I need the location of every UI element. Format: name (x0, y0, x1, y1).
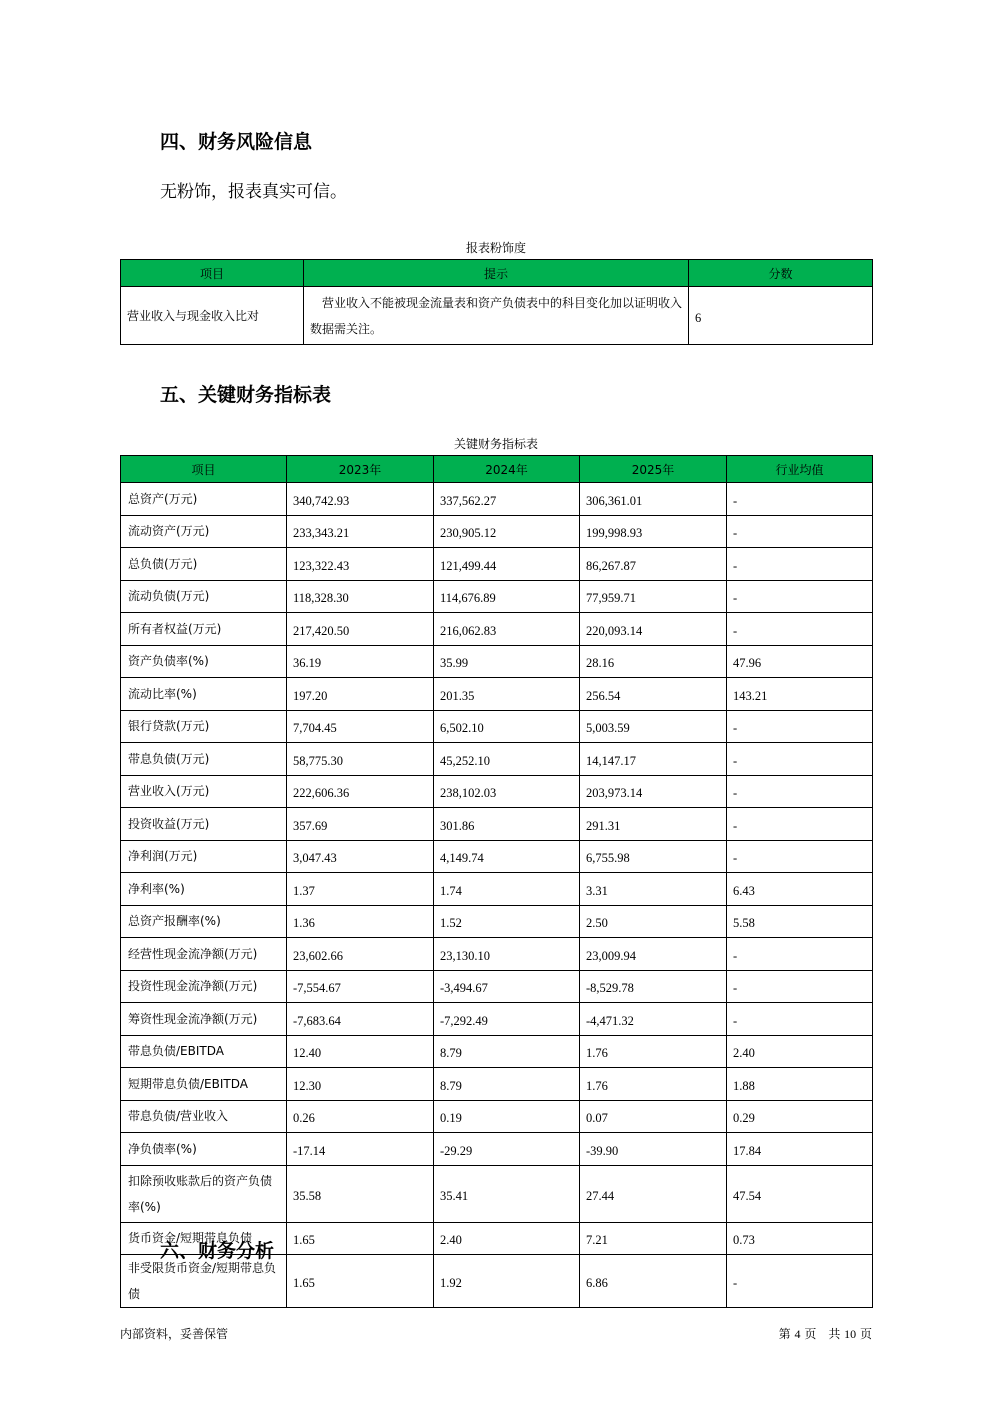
kpi-industry-avg-cell: 2.40 (727, 1035, 873, 1068)
footer-current-page: 4 (794, 1327, 801, 1341)
kpi-table-header-row (121, 456, 873, 483)
kpi-header-2023: 2023年 (287, 456, 434, 483)
kpi-2023-cell: 12.40 (287, 1035, 434, 1068)
kpi-item-cell: 带息负债/EBITDA (121, 1035, 287, 1068)
kpi-table-row (121, 710, 873, 743)
kpi-table-row (121, 873, 873, 906)
kpi-2024-cell: 35.99 (434, 645, 580, 678)
kpi-2025-cell: 27.44 (580, 1165, 727, 1222)
kpi-2024-cell: 301.86 (434, 808, 580, 841)
kpi-table-row (121, 515, 873, 548)
kpi-2023-cell: 123,322.43 (287, 548, 434, 581)
risk-table-row (121, 287, 873, 345)
kpi-2023-cell: 357.69 (287, 808, 434, 841)
kpi-2023-cell: 7,704.45 (287, 710, 434, 743)
kpi-item-cell: 总负债(万元) (121, 548, 287, 581)
kpi-table-caption: 关键财务指标表 (453, 437, 538, 451)
kpi-table-row (121, 548, 873, 581)
kpi-table-row (121, 905, 873, 938)
kpi-2025-cell: 6,755.98 (580, 840, 727, 873)
kpi-industry-avg-cell: - (727, 483, 873, 516)
kpi-2023-cell: 233,343.21 (287, 515, 434, 548)
kpi-2024-cell: 337,562.27 (434, 483, 580, 516)
kpi-2024-cell: 2.40 (434, 1222, 580, 1255)
kpi-2025-cell: 291.31 (580, 808, 727, 841)
kpi-item-cell: 净利率(%) (121, 873, 287, 906)
kpi-2023-cell: -7,683.64 (287, 1003, 434, 1036)
kpi-2023-cell: 1.36 (287, 905, 434, 938)
kpi-2023-cell: 0.26 (287, 1100, 434, 1133)
kpi-2024-cell: 6,502.10 (434, 710, 580, 743)
kpi-table-row (121, 613, 873, 646)
kpi-industry-avg-cell: 17.84 (727, 1133, 873, 1166)
kpi-2025-cell: 14,147.17 (580, 743, 727, 776)
kpi-item-cell: 经营性现金流净额(万元) (121, 938, 287, 971)
footer-page-prefix: 第 (778, 1327, 791, 1341)
risk-summary-text: 无粉饰，报表真实可信。 (160, 182, 347, 202)
kpi-2025-cell: 23,009.94 (580, 938, 727, 971)
kpi-2025-cell: 5,003.59 (580, 710, 727, 743)
kpi-table (120, 455, 873, 1308)
risk-score-cell: 6 (689, 287, 873, 345)
kpi-table-row (121, 1035, 873, 1068)
kpi-2024-cell: -29.29 (434, 1133, 580, 1166)
kpi-2024-cell: 45,252.10 (434, 743, 580, 776)
kpi-2025-cell: 0.07 (580, 1100, 727, 1133)
kpi-industry-avg-cell: - (727, 743, 873, 776)
kpi-2023-cell: 340,742.93 (287, 483, 434, 516)
risk-hint-cell: 营业收入不能被现金流量表和资产负债表中的科目变化加以证明收入数据需关注。 (304, 287, 689, 345)
kpi-industry-avg-cell: 47.54 (727, 1165, 873, 1222)
kpi-industry-avg-cell: 143.21 (727, 678, 873, 711)
kpi-table-row (121, 1068, 873, 1101)
kpi-industry-avg-cell: - (727, 710, 873, 743)
kpi-2023-cell: 118,328.30 (287, 580, 434, 613)
kpi-item-cell: 投资性现金流净额(万元) (121, 970, 287, 1003)
kpi-2023-cell: 1.65 (287, 1255, 434, 1308)
kpi-item-cell: 流动比率(%) (121, 678, 287, 711)
kpi-industry-avg-cell: - (727, 1255, 873, 1308)
risk-header-item: 项目 (121, 260, 304, 287)
kpi-2024-cell: 1.52 (434, 905, 580, 938)
risk-header-hint: 提示 (304, 260, 689, 287)
kpi-2024-cell: -3,494.67 (434, 970, 580, 1003)
kpi-2024-cell: 201.35 (434, 678, 580, 711)
kpi-2023-cell: 197.20 (287, 678, 434, 711)
footer-page-suffix: 页 (859, 1327, 872, 1341)
kpi-industry-avg-cell: - (727, 840, 873, 873)
kpi-table-row (121, 1003, 873, 1036)
kpi-2025-cell: 2.50 (580, 905, 727, 938)
kpi-item-cell: 净负债率(%) (121, 1133, 287, 1166)
kpi-2024-cell: 4,149.74 (434, 840, 580, 873)
kpi-2024-cell: 216,062.83 (434, 613, 580, 646)
kpi-item-cell: 所有者权益(万元) (121, 613, 287, 646)
kpi-item-cell: 筹资性现金流净额(万元) (121, 1003, 287, 1036)
kpi-2025-cell: 256.54 (580, 678, 727, 711)
kpi-2023-cell: 23,602.66 (287, 938, 434, 971)
kpi-2023-cell: 58,775.30 (287, 743, 434, 776)
kpi-2025-cell: 1.76 (580, 1068, 727, 1101)
footer-confidential: 内部资料，妥善保管 (120, 1327, 229, 1341)
section-title-kpi: 五、关键财务指标表 (160, 384, 332, 406)
kpi-item-cell: 净利润(万元) (121, 840, 287, 873)
kpi-2023-cell: 12.30 (287, 1068, 434, 1101)
kpi-2024-cell: 230,905.12 (434, 515, 580, 548)
kpi-2024-cell: 0.19 (434, 1100, 580, 1133)
risk-table-caption: 报表粉饰度 (465, 241, 526, 255)
kpi-table-row (121, 580, 873, 613)
kpi-2025-cell: 306,361.01 (580, 483, 727, 516)
kpi-2023-cell: 222,606.36 (287, 775, 434, 808)
kpi-table-row (121, 1100, 873, 1133)
kpi-industry-avg-cell: 47.96 (727, 645, 873, 678)
kpi-table-body (121, 483, 873, 1308)
kpi-industry-avg-cell: - (727, 1003, 873, 1036)
kpi-2025-cell: 6.86 (580, 1255, 727, 1308)
kpi-item-cell: 资产负债率(%) (121, 645, 287, 678)
kpi-header-2025: 2025年 (580, 456, 727, 483)
kpi-industry-avg-cell: 0.73 (727, 1222, 873, 1255)
kpi-2023-cell: 35.58 (287, 1165, 434, 1222)
kpi-2024-cell: 238,102.03 (434, 775, 580, 808)
kpi-2023-cell: -17.14 (287, 1133, 434, 1166)
kpi-table-row (121, 970, 873, 1003)
kpi-2023-cell: 3,047.43 (287, 840, 434, 873)
kpi-2025-cell: 7.21 (580, 1222, 727, 1255)
kpi-table-row (121, 775, 873, 808)
kpi-2024-cell: 114,676.89 (434, 580, 580, 613)
kpi-2024-cell: 1.74 (434, 873, 580, 906)
kpi-industry-avg-cell: 5.58 (727, 905, 873, 938)
kpi-2025-cell: 86,267.87 (580, 548, 727, 581)
kpi-industry-avg-cell: - (727, 613, 873, 646)
kpi-industry-avg-cell: - (727, 580, 873, 613)
kpi-2023-cell: 1.37 (287, 873, 434, 906)
kpi-table-row (121, 1133, 873, 1166)
risk-table-header-row (121, 260, 873, 287)
kpi-2025-cell: 28.16 (580, 645, 727, 678)
kpi-item-cell: 流动资产(万元) (121, 515, 287, 548)
kpi-industry-avg-cell: 6.43 (727, 873, 873, 906)
kpi-table-row (121, 483, 873, 516)
kpi-industry-avg-cell: 0.29 (727, 1100, 873, 1133)
kpi-item-cell: 带息负债/营业收入 (121, 1100, 287, 1133)
risk-item-cell: 营业收入与现金收入比对 (121, 287, 304, 345)
kpi-2024-cell: -7,292.49 (434, 1003, 580, 1036)
section-title-risk: 四、财务风险信息 (160, 131, 313, 153)
kpi-item-cell: 总资产报酬率(%) (121, 905, 287, 938)
kpi-2025-cell: -4,471.32 (580, 1003, 727, 1036)
kpi-table-row (121, 840, 873, 873)
kpi-2024-cell: 35.41 (434, 1165, 580, 1222)
kpi-item-cell: 投资收益(万元) (121, 808, 287, 841)
kpi-table-row (121, 645, 873, 678)
risk-table (120, 259, 873, 345)
kpi-2023-cell: -7,554.67 (287, 970, 434, 1003)
kpi-industry-avg-cell: 1.88 (727, 1068, 873, 1101)
kpi-2025-cell: 77,959.71 (580, 580, 727, 613)
kpi-table-row (121, 808, 873, 841)
kpi-2024-cell: 8.79 (434, 1035, 580, 1068)
kpi-2023-cell: 36.19 (287, 645, 434, 678)
kpi-header-2024: 2024年 (434, 456, 580, 483)
kpi-2025-cell: -39.90 (580, 1133, 727, 1166)
kpi-2025-cell: -8,529.78 (580, 970, 727, 1003)
kpi-item-cell: 货币资金/短期带息负债 (121, 1222, 287, 1255)
kpi-item-cell: 银行贷款(万元) (121, 710, 287, 743)
kpi-industry-avg-cell: - (727, 938, 873, 971)
footer-total-pages: 10 (844, 1327, 857, 1341)
kpi-table-row (121, 678, 873, 711)
footer-page-number (779, 1325, 872, 1342)
kpi-item-cell: 带息负债(万元) (121, 743, 287, 776)
kpi-industry-avg-cell: - (727, 808, 873, 841)
section-title-analysis: 六、财务分析 (160, 1240, 275, 1262)
kpi-2024-cell: 23,130.10 (434, 938, 580, 971)
kpi-industry-avg-cell: - (727, 970, 873, 1003)
kpi-table-row (121, 1165, 873, 1222)
kpi-2024-cell: 1.92 (434, 1255, 580, 1308)
kpi-2025-cell: 3.31 (580, 873, 727, 906)
kpi-table-row (121, 743, 873, 776)
kpi-item-cell: 短期带息负债/EBITDA (121, 1068, 287, 1101)
footer-page-mid: 页 共 (804, 1327, 841, 1341)
kpi-header-item: 项目 (121, 456, 287, 483)
risk-header-score: 分数 (689, 260, 873, 287)
kpi-industry-avg-cell: - (727, 548, 873, 581)
kpi-item-cell: 流动负债(万元) (121, 580, 287, 613)
kpi-2025-cell: 199,998.93 (580, 515, 727, 548)
kpi-item-cell: 总资产(万元) (121, 483, 287, 516)
kpi-table-row (121, 938, 873, 971)
kpi-2025-cell: 203,973.14 (580, 775, 727, 808)
kpi-item-cell: 非受限货币资金/短期带息负债 (121, 1255, 287, 1308)
kpi-2023-cell: 217,420.50 (287, 613, 434, 646)
kpi-2025-cell: 220,093.14 (580, 613, 727, 646)
kpi-header-industry-avg: 行业均值 (727, 456, 873, 483)
kpi-2024-cell: 121,499.44 (434, 548, 580, 581)
kpi-item-cell: 营业收入(万元) (121, 775, 287, 808)
kpi-2025-cell: 1.76 (580, 1035, 727, 1068)
kpi-industry-avg-cell: - (727, 775, 873, 808)
kpi-item-cell: 扣除预收账款后的资产负债率(%) (121, 1165, 287, 1222)
kpi-industry-avg-cell: - (727, 515, 873, 548)
kpi-2023-cell: 1.65 (287, 1222, 434, 1255)
kpi-2024-cell: 8.79 (434, 1068, 580, 1101)
